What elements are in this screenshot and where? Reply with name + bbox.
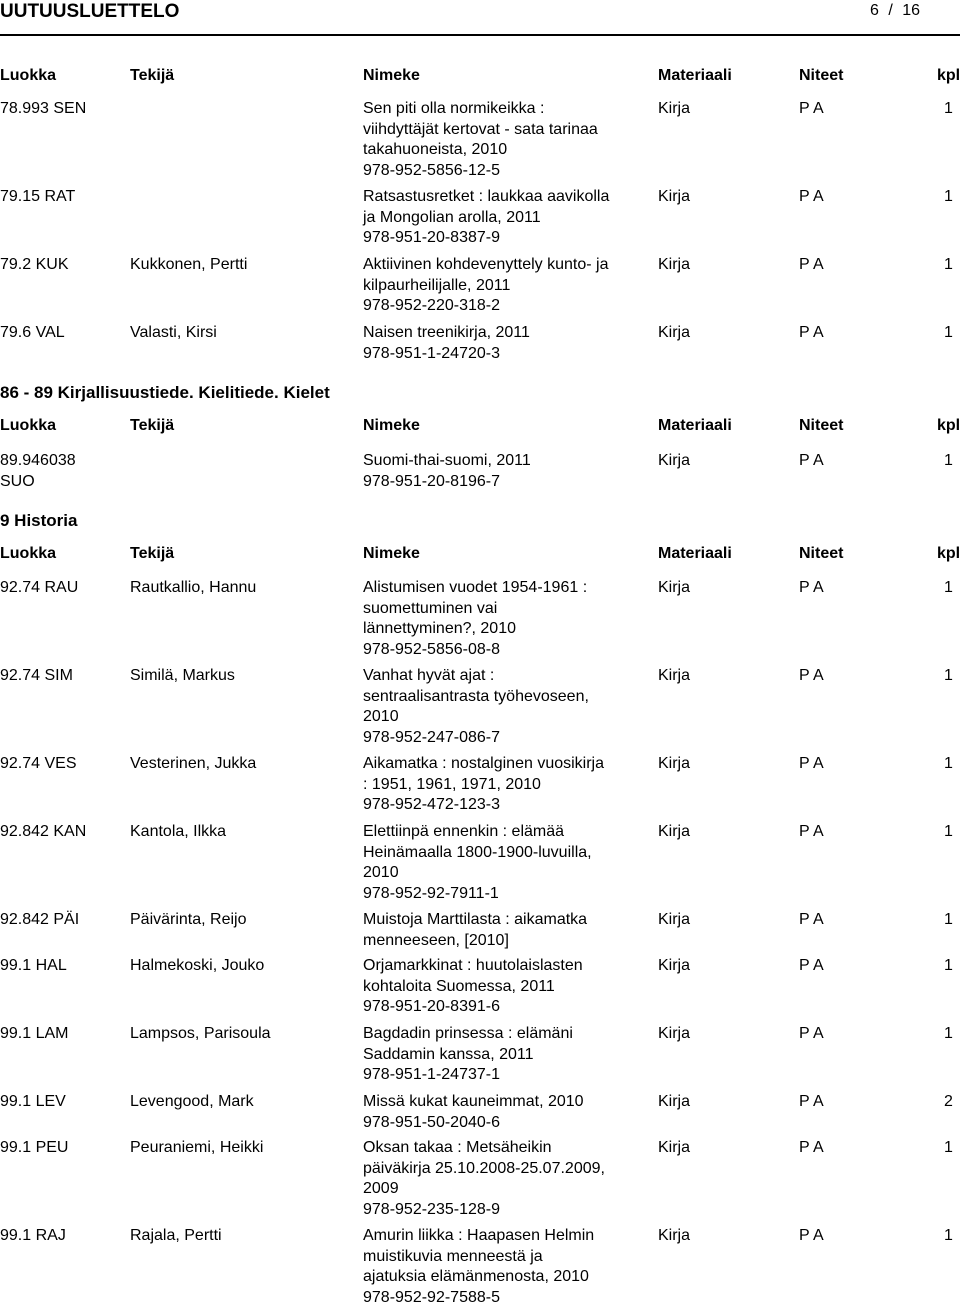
- count: 1: [944, 1138, 953, 1159]
- material: Kirja: [658, 255, 690, 276]
- material: Kirja: [658, 187, 690, 208]
- title-line: Elettiinpä ennenkin : elämää: [363, 822, 564, 843]
- column-header-luokka: Luokka: [0, 417, 56, 435]
- title-line: Aktiivinen kohdevenyttely kunto- ja: [363, 255, 608, 276]
- column-header-nimeke: Nimeke: [363, 417, 420, 435]
- material: Kirja: [658, 99, 690, 120]
- title-line: 2009: [363, 1179, 399, 1200]
- class-code: 79.15 RAT: [0, 187, 75, 208]
- column-header-nimeke: Nimeke: [363, 67, 420, 85]
- title-line: 2010: [363, 707, 399, 728]
- column-header-niteet: Niteet: [799, 545, 843, 563]
- column-header-kpl: kpl: [937, 545, 960, 563]
- column-header-materiaali: Materiaali: [658, 67, 732, 85]
- copies-location: P A: [799, 255, 824, 276]
- title-line: Bagdadin prinsessa : elämäni: [363, 1024, 573, 1045]
- title-line: 978-952-235-128-9: [363, 1200, 500, 1221]
- column-header-materiaali: Materiaali: [658, 417, 732, 435]
- column-header-luokka: Luokka: [0, 67, 56, 85]
- class-code: 78.993 SEN: [0, 99, 86, 120]
- title-line: Ratsastusretket : laukkaa aavikolla: [363, 187, 609, 208]
- class-code: 92.74 RAU: [0, 578, 78, 599]
- title-line: Amurin liikka : Haapasen Helmin: [363, 1226, 594, 1247]
- title-line: Orjamarkkinat : huutolaislasten: [363, 956, 583, 977]
- class-code: 89.946038: [0, 451, 76, 472]
- count: 1: [944, 255, 953, 276]
- title-line: 978-952-5856-08-8: [363, 640, 500, 661]
- copies-location: P A: [799, 99, 824, 120]
- material: Kirja: [658, 1092, 690, 1113]
- title-line: muistikuvia menneestä ja: [363, 1247, 543, 1268]
- title-line: Muistoja Marttilasta : aikamatka: [363, 910, 587, 931]
- author: Lampsos, Parisoula: [130, 1024, 271, 1045]
- class-code: 99.1 LAM: [0, 1024, 68, 1045]
- title-line: 2010: [363, 863, 399, 884]
- title-line: Sen piti olla normikeikka :: [363, 99, 544, 120]
- material: Kirja: [658, 578, 690, 599]
- column-header-nimeke: Nimeke: [363, 545, 420, 563]
- title-line: 978-952-92-7911-1: [363, 884, 499, 905]
- class-code: 79.6 VAL: [0, 323, 65, 344]
- title-line: Alistumisen vuodet 1954-1961 :: [363, 578, 587, 599]
- column-header-kpl: kpl: [937, 417, 960, 435]
- total-pages: 16: [902, 2, 920, 19]
- title-line: 978-951-20-8196-7: [363, 472, 500, 493]
- copies-location: P A: [799, 822, 824, 843]
- copies-location: P A: [799, 754, 824, 775]
- count: 1: [944, 822, 953, 843]
- page-title: UUTUUSLUETTELO: [0, 1, 179, 23]
- count: 2: [944, 1092, 953, 1113]
- count: 1: [944, 910, 953, 931]
- page-separator: /: [888, 2, 892, 19]
- column-header-tekija: Tekijä: [130, 67, 174, 85]
- title-line: : 1951, 1961, 1971, 2010: [363, 775, 541, 796]
- title-line: ja Mongolian arolla, 2011: [363, 208, 541, 229]
- author: Levengood, Mark: [130, 1092, 254, 1113]
- class-code: 92.842 KAN: [0, 822, 86, 843]
- title-line: Saddamin kanssa, 2011: [363, 1045, 533, 1066]
- column-header-tekija: Tekijä: [130, 417, 174, 435]
- title-line: viihdyttäjät kertovat - sata tarinaa: [363, 120, 598, 141]
- title-line: 978-952-5856-12-5: [363, 161, 500, 182]
- copies-location: P A: [799, 1092, 824, 1113]
- material: Kirja: [658, 910, 690, 931]
- copies-location: P A: [799, 910, 824, 931]
- material: Kirja: [658, 323, 690, 344]
- count: 1: [944, 99, 953, 120]
- title-line: 978-951-20-8391-6: [363, 997, 500, 1018]
- count: 1: [944, 1024, 953, 1045]
- title-line: Aikamatka : nostalginen vuosikirja: [363, 754, 604, 775]
- copies-location: P A: [799, 666, 824, 687]
- title-line: menneeseen, [2010]: [363, 931, 509, 952]
- title-line: Oksan takaa : Metsäheikin: [363, 1138, 552, 1159]
- author: Valasti, Kirsi: [130, 323, 217, 344]
- section-title: 86 - 89 Kirjallisuustiede. Kielitiede. Kielet: [0, 383, 330, 403]
- class-code: 92.74 VES: [0, 754, 77, 775]
- count: 1: [944, 323, 953, 344]
- copies-location: P A: [799, 578, 824, 599]
- author: Similä, Markus: [130, 666, 235, 687]
- copies-location: P A: [799, 1226, 824, 1247]
- title-line: Missä kukat kauneimmat, 2010: [363, 1092, 584, 1113]
- class-code: 99.1 LEV: [0, 1092, 66, 1113]
- column-header-materiaali: Materiaali: [658, 545, 732, 563]
- material: Kirja: [658, 754, 690, 775]
- title-line: kilpaurheilijalle, 2011: [363, 276, 510, 297]
- column-header-niteet: Niteet: [799, 67, 843, 85]
- section-title: 9 Historia: [0, 511, 77, 531]
- material: Kirja: [658, 666, 690, 687]
- material: Kirja: [658, 1024, 690, 1045]
- author: Peuraniemi, Heikki: [130, 1138, 263, 1159]
- copies-location: P A: [799, 187, 824, 208]
- copies-location: P A: [799, 956, 824, 977]
- material: Kirja: [658, 451, 690, 472]
- column-header-tekija: Tekijä: [130, 545, 174, 563]
- column-header-niteet: Niteet: [799, 417, 843, 435]
- count: 1: [944, 187, 953, 208]
- current-page: 6: [870, 2, 879, 19]
- copies-location: P A: [799, 323, 824, 344]
- material: Kirja: [658, 1226, 690, 1247]
- title-line: 978-951-1-24737-1: [363, 1065, 500, 1086]
- count: 1: [944, 578, 953, 599]
- class-code: 92.74 SIM: [0, 666, 73, 687]
- title-line: 978-951-1-24720-3: [363, 344, 500, 365]
- title-line: Suomi-thai-suomi, 2011: [363, 451, 531, 472]
- class-code: 99.1 PEU: [0, 1138, 68, 1159]
- title-line: Naisen treenikirja, 2011: [363, 323, 530, 344]
- title-line: Heinämaalla 1800-1900-luvuilla,: [363, 843, 592, 864]
- material: Kirja: [658, 1138, 690, 1159]
- class-code: 99.1 RAJ: [0, 1226, 66, 1247]
- column-header-luokka: Luokka: [0, 545, 56, 563]
- copies-location: P A: [799, 1024, 824, 1045]
- title-line: suomettuminen vai: [363, 599, 497, 620]
- title-line: 978-952-220-318-2: [363, 296, 500, 317]
- count: 1: [944, 666, 953, 687]
- title-line: ajatuksia elämänmenosta, 2010: [363, 1267, 589, 1288]
- title-line: Vanhat hyvät ajat :: [363, 666, 494, 687]
- author: Halmekoski, Jouko: [130, 956, 264, 977]
- count: 1: [944, 1226, 953, 1247]
- author: Kukkonen, Pertti: [130, 255, 247, 276]
- header-rule: [0, 34, 960, 36]
- author: Rajala, Pertti: [130, 1226, 222, 1247]
- class-code: 92.842 PÄI: [0, 910, 79, 931]
- title-line: lännettyminen?, 2010: [363, 619, 516, 640]
- title-line: 978-952-92-7588-5: [363, 1288, 500, 1308]
- column-header-kpl: kpl: [937, 67, 960, 85]
- count: 1: [944, 956, 953, 977]
- title-line: päiväkirja 25.10.2008-25.07.2009,: [363, 1159, 605, 1180]
- copies-location: P A: [799, 451, 824, 472]
- count: 1: [944, 754, 953, 775]
- title-line: 978-952-247-086-7: [363, 728, 500, 749]
- title-line: 978-952-472-123-3: [363, 795, 500, 816]
- title-line: 978-951-20-8387-9: [363, 228, 500, 249]
- material: Kirja: [658, 956, 690, 977]
- author: Päivärinta, Reijo: [130, 910, 247, 931]
- title-line: takahuoneista, 2010: [363, 140, 507, 161]
- material: Kirja: [658, 822, 690, 843]
- page-number: [870, 2, 920, 20]
- class-code: 79.2 KUK: [0, 255, 68, 276]
- author: Rautkallio, Hannu: [130, 578, 256, 599]
- author: Vesterinen, Jukka: [130, 754, 256, 775]
- copies-location: P A: [799, 1138, 824, 1159]
- class-code: 99.1 HAL: [0, 956, 67, 977]
- count: 1: [944, 451, 953, 472]
- title-line: kohtaloita Suomessa, 2011: [363, 977, 555, 998]
- title-line: sentraalisantrasta työhevoseen,: [363, 687, 589, 708]
- author: Kantola, Ilkka: [130, 822, 226, 843]
- title-line: 978-951-50-2040-6: [363, 1113, 500, 1134]
- class-code: SUO: [0, 472, 35, 493]
